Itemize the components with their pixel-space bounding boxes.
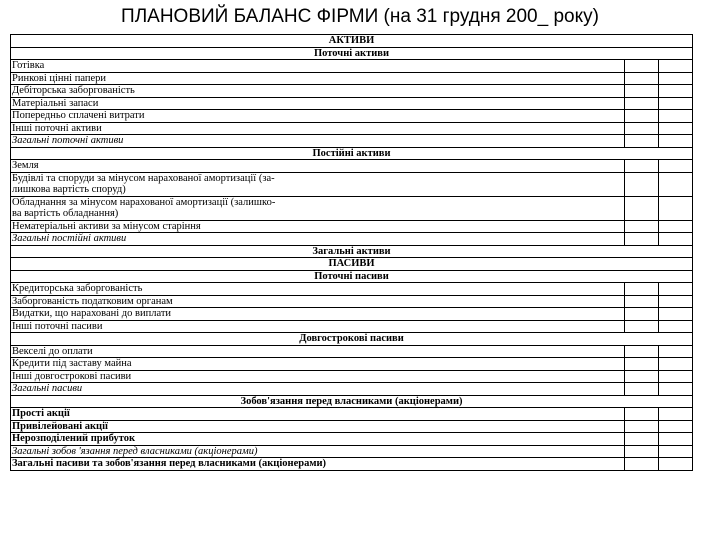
table-row: [11, 72, 693, 85]
value-cell: [625, 160, 659, 173]
row-label: Загальні пасиви: [11, 383, 625, 396]
value-cell: [659, 196, 693, 220]
value-cell: [659, 72, 693, 85]
table-row: [11, 345, 693, 358]
section-header: Зобов'язання перед власниками (акціонерами): [11, 395, 693, 408]
table-row: [11, 196, 693, 220]
table-row: [11, 97, 693, 110]
value-cell: [625, 110, 659, 123]
value-cell: [659, 85, 693, 98]
row-label: Попередньо сплачені витрати: [11, 110, 625, 123]
row-label: Нерозподілений прибуток: [11, 433, 625, 446]
value-cell: [625, 97, 659, 110]
value-cell: [659, 160, 693, 173]
row-label: Привілейовані акції: [11, 420, 625, 433]
row-label: Загальні поточні активи: [11, 135, 625, 148]
value-cell: [659, 408, 693, 421]
row-label: Інші довгострокові пасиви: [11, 370, 625, 383]
row-label: Земля: [11, 160, 625, 173]
row-label-line: лишкова вартість споруд): [12, 184, 126, 195]
row-label-line: Будівлі та споруди за мінусом нарахованої амортизації (за-: [12, 172, 275, 184]
value-cell: [625, 408, 659, 421]
row-label: Кредити під заставу майна: [11, 358, 625, 371]
value-cell: [659, 60, 693, 73]
value-cell: [659, 233, 693, 246]
value-cell: [625, 458, 659, 471]
table-row: [11, 135, 693, 148]
table-row: [11, 110, 693, 123]
value-cell: [625, 370, 659, 383]
table-row: [11, 160, 693, 173]
section-header: Поточні активи: [11, 47, 693, 60]
value-cell: [625, 220, 659, 233]
value-cell: [659, 445, 693, 458]
value-cell: [659, 383, 693, 396]
value-cell: [625, 420, 659, 433]
section-header: Поточні пасиви: [11, 270, 693, 283]
value-cell: [659, 308, 693, 321]
section-header-row: [11, 147, 693, 160]
row-label: Прості акції: [11, 408, 625, 421]
value-cell: [659, 420, 693, 433]
table-row: [11, 445, 693, 458]
value-cell: [625, 60, 659, 73]
table-row: [11, 172, 693, 196]
table-row: [11, 370, 693, 383]
row-label: Матеріальні запаси: [11, 97, 625, 110]
row-label: Кредиторська заборгованість: [11, 283, 625, 296]
value-cell: [659, 433, 693, 446]
table-row: [11, 295, 693, 308]
balance-sheet-table: [10, 34, 693, 471]
table-row: [11, 420, 693, 433]
section-header-row: [11, 258, 693, 271]
row-label: [11, 196, 625, 220]
balance-sheet-body: [11, 35, 693, 471]
value-cell: [625, 172, 659, 196]
section-header-row: [11, 35, 693, 48]
table-row: [11, 60, 693, 73]
value-cell: [625, 308, 659, 321]
section-header-row: [11, 270, 693, 283]
row-label: Нематеріальні активи за мінусом старіння: [11, 220, 625, 233]
table-row: [11, 358, 693, 371]
value-cell: [625, 320, 659, 333]
table-row: [11, 308, 693, 321]
table-row: [11, 220, 693, 233]
value-cell: [659, 220, 693, 233]
row-label: [11, 172, 625, 196]
value-cell: [625, 122, 659, 135]
section-header-row: [11, 47, 693, 60]
value-cell: [659, 97, 693, 110]
value-cell: [625, 383, 659, 396]
value-cell: [625, 295, 659, 308]
value-cell: [625, 433, 659, 446]
section-header: Довгострокові пасиви: [11, 333, 693, 346]
row-label: Готівка: [11, 60, 625, 73]
row-label: Інші поточні активи: [11, 122, 625, 135]
row-label: Загальні постійні активи: [11, 233, 625, 246]
row-label: Видатки, що нараховані до виплати: [11, 308, 625, 321]
section-header: Загальні активи: [11, 245, 693, 258]
section-header: АКТИВИ: [11, 35, 693, 48]
value-cell: [659, 458, 693, 471]
value-cell: [659, 295, 693, 308]
section-header-row: [11, 333, 693, 346]
row-label: Загальні зобов 'язання перед власниками (акціонерами): [11, 445, 625, 458]
value-cell: [625, 345, 659, 358]
value-cell: [625, 85, 659, 98]
page-title: ПЛАНОВИЙ БАЛАНС ФІРМИ (на 31 грудня 200_ року): [121, 6, 599, 27]
table-row: [11, 433, 693, 446]
row-label-line: Обладнання за мінусом нарахованої амортизації (залишко-: [12, 196, 276, 208]
table-row: [11, 320, 693, 333]
value-cell: [625, 358, 659, 371]
row-label: Дебіторська заборгованість: [11, 85, 625, 98]
row-label: Ринкові цінні папери: [11, 72, 625, 85]
value-cell: [659, 122, 693, 135]
row-label: Інші поточні пасиви: [11, 320, 625, 333]
table-row: [11, 85, 693, 98]
value-cell: [659, 172, 693, 196]
value-cell: [625, 445, 659, 458]
section-header: ПАСИВИ: [11, 258, 693, 271]
value-cell: [625, 72, 659, 85]
value-cell: [625, 196, 659, 220]
table-row: [11, 122, 693, 135]
value-cell: [625, 283, 659, 296]
value-cell: [659, 370, 693, 383]
row-label: Загальні пасиви та зобов'язання перед власниками (акціонерами): [11, 458, 625, 471]
value-cell: [659, 135, 693, 148]
section-header: Постійні активи: [11, 147, 693, 160]
value-cell: [659, 110, 693, 123]
section-header-row: [11, 245, 693, 258]
section-header-row: [11, 395, 693, 408]
table-row: [11, 458, 693, 471]
table-row: [11, 408, 693, 421]
value-cell: [659, 358, 693, 371]
row-label: Заборгованість податковим органам: [11, 295, 625, 308]
table-row: [11, 383, 693, 396]
value-cell: [625, 233, 659, 246]
value-cell: [625, 135, 659, 148]
table-row: [11, 233, 693, 246]
table-row: [11, 283, 693, 296]
value-cell: [659, 283, 693, 296]
value-cell: [659, 345, 693, 358]
value-cell: [659, 320, 693, 333]
row-label-line: ва вартість обладнання): [12, 208, 119, 219]
row-label: Векселі до оплати: [11, 345, 625, 358]
